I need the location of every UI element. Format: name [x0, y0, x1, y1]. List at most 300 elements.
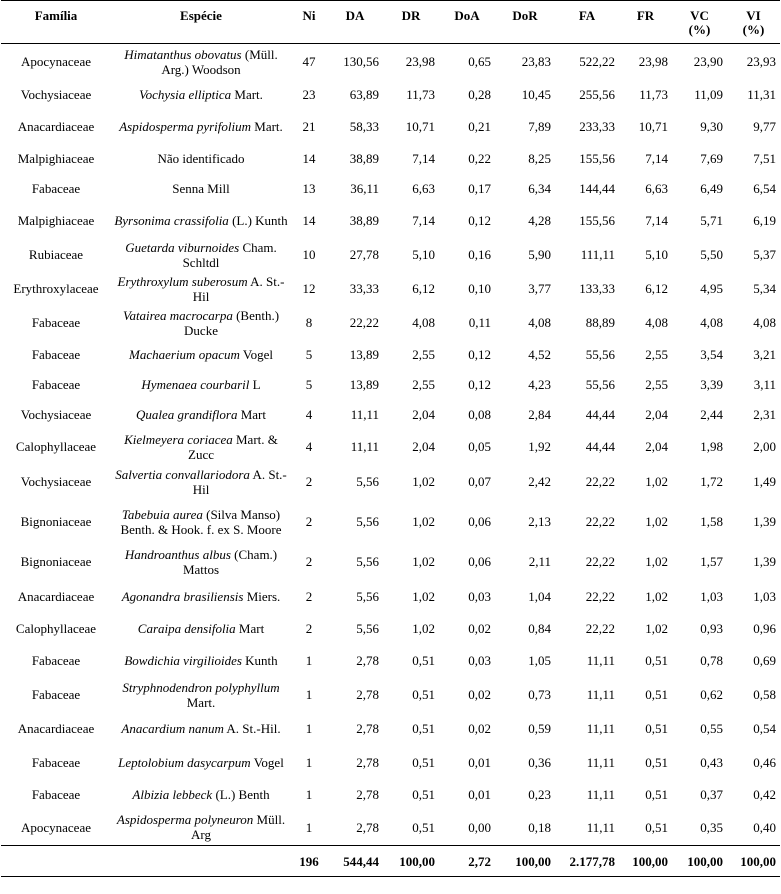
header-especie: Espécie [111, 1, 291, 44]
species-authority: (Müll. Arg.) Woodson [161, 46, 278, 77]
species-name-italic: Bowdichia virgilioides [124, 653, 242, 668]
fa-cell: 88,89 [585, 315, 615, 330]
fr-cell: 0,51 [645, 755, 668, 770]
species-cell [111, 644, 291, 678]
species-authority: Vogel [239, 347, 273, 362]
familia-cell: Fabaceae [31, 687, 81, 702]
table-row [1, 80, 780, 110]
fr-cell: 4,08 [645, 315, 668, 330]
vc-cell: 23,90 [693, 54, 723, 70]
dor-cell: 4,23 [528, 377, 551, 392]
species-authority: (Silva Manso) Benth. & Hook. f. ex S. Moore [120, 506, 282, 537]
ni-cell: 1 [305, 721, 313, 736]
table-row [1, 110, 780, 144]
species-name-italic: Vatairea macrocarpa [122, 307, 233, 323]
total-dr: 100,00 [383, 846, 439, 877]
species-name-italic: Byrsonima crassifolia [114, 213, 229, 228]
header-vi [727, 1, 780, 44]
dor-cell: 0,18 [528, 819, 551, 835]
total-familia-cell [1, 846, 111, 877]
total-da: 544,44 [327, 846, 383, 877]
table-row [1, 678, 780, 712]
familia-cell: Bignoniaceae [20, 514, 92, 529]
doa-cell: 0,02 [468, 687, 491, 702]
species-name-italic: Hymenaea courbaril [141, 377, 250, 392]
vi-cell: 11,31 [747, 87, 776, 102]
species-authority: L [249, 377, 261, 392]
species-authority: A. St.-Hil [192, 273, 285, 304]
da-cell: 38,89 [349, 151, 379, 166]
ni-cell: 2 [305, 621, 313, 636]
fr-cell: 1,02 [645, 474, 668, 489]
vi-cell: 0,42 [753, 787, 776, 802]
fr-cell: 0,51 [645, 819, 668, 835]
species-cell [111, 340, 291, 370]
fa-cell: 22,22 [585, 474, 615, 489]
vc-cell: 4,95 [700, 281, 723, 296]
vc-cell: 3,54 [700, 347, 723, 362]
ni-cell: 5 [305, 377, 313, 392]
familia-cell: Calophyllaceae [15, 439, 97, 454]
header-row [1, 1, 780, 44]
fa-cell: 22,22 [585, 589, 615, 604]
species-authority: (L.) Kunth [228, 213, 288, 228]
dor-cell: 1,92 [528, 439, 551, 454]
vc-cell: 0,62 [700, 687, 723, 702]
vi-cell: 2,31 [753, 407, 776, 422]
da-cell: 5,56 [356, 474, 379, 489]
familia-cell: Vochysiaceae [20, 87, 92, 102]
ni-cell: 1 [305, 787, 313, 802]
dor-cell: 4,28 [528, 213, 551, 228]
ni-cell: 4 [305, 407, 313, 422]
species-name-italic: Vochysia elliptica [139, 87, 232, 102]
fr-cell: 7,14 [645, 151, 668, 166]
fa-cell: 22,22 [585, 554, 615, 569]
species-cell [111, 238, 291, 272]
table-row [1, 340, 780, 370]
ni-cell: 10 [302, 247, 316, 262]
dr-cell: 1,02 [412, 514, 435, 529]
species-name-italic: Qualea grandiflora [135, 407, 238, 422]
species-name-italic: Tabebuia aurea [121, 506, 203, 522]
da-cell: 130,56 [343, 54, 379, 70]
fa-cell: 11,11 [586, 687, 615, 702]
species-name-italic: Aspidosperma polyneuron [116, 812, 254, 828]
dor-cell: 4,08 [528, 315, 551, 330]
doa-cell: 0,01 [468, 787, 491, 802]
ni-cell: 23 [302, 87, 316, 102]
total-vi: 100,00 [727, 846, 780, 877]
species-authority: Mart [235, 621, 265, 636]
fa-cell: 11,11 [586, 721, 615, 736]
fa-cell: 11,11 [586, 653, 615, 668]
fa-cell: 55,56 [585, 347, 615, 362]
table-row [1, 500, 780, 544]
doa-cell: 0,11 [468, 315, 491, 330]
species-authority: Mart. [251, 119, 283, 134]
fa-cell: 44,44 [585, 407, 615, 422]
header-ni: Ni [291, 1, 327, 44]
doa-cell: 0,21 [468, 119, 491, 134]
dr-cell: 4,08 [412, 315, 435, 330]
da-cell: 38,89 [349, 213, 379, 228]
ni-cell: 1 [305, 687, 313, 702]
vc-cell: 5,71 [700, 213, 723, 228]
fr-cell: 0,51 [645, 653, 668, 668]
vc-cell: 0,93 [700, 621, 723, 636]
species-cell [111, 614, 291, 644]
vc-cell: 1,58 [700, 514, 723, 529]
fr-cell: 10,71 [638, 119, 668, 134]
da-cell: 13,89 [349, 377, 379, 392]
species-name-italic: Machaerium opacum [129, 347, 240, 362]
vc-cell: 7,69 [700, 151, 723, 166]
dor-cell: 0,59 [528, 721, 551, 736]
doa-cell: 0,06 [468, 514, 491, 529]
da-cell: 2,78 [356, 787, 379, 802]
da-cell: 5,56 [356, 514, 379, 529]
ni-cell: 14 [302, 213, 316, 228]
familia-cell: Bignoniaceae [20, 554, 92, 569]
dor-cell: 3,77 [528, 281, 551, 296]
fr-cell: 11,73 [639, 87, 668, 102]
header-dr: DR [383, 1, 439, 44]
vi-cell: 5,37 [753, 247, 776, 262]
table-row [1, 400, 780, 430]
vi-cell: 5,34 [753, 281, 776, 296]
species-cell [111, 306, 291, 340]
header-fa: FA [555, 1, 619, 44]
familia-cell: Rubiaceae [28, 247, 84, 262]
doa-cell: 0,12 [468, 347, 491, 362]
doa-cell: 0,03 [468, 589, 491, 604]
dr-cell: 7,14 [412, 213, 435, 228]
doa-cell: 0,16 [468, 247, 491, 262]
dr-cell: 6,12 [412, 281, 435, 296]
dr-cell: 2,55 [412, 347, 435, 362]
table-row [1, 370, 780, 400]
species-authority: Mart. [231, 87, 263, 102]
species-name-italic: Himatanthus obovatus [124, 46, 242, 62]
table-row [1, 712, 780, 746]
fr-cell: 5,10 [645, 247, 668, 262]
species-cell [111, 174, 291, 204]
species-authority: Müll. Arg [191, 812, 286, 843]
vi-cell: 1,39 [753, 554, 776, 569]
doa-cell: 0,02 [468, 621, 491, 636]
doa-cell: 0,12 [468, 377, 491, 392]
familia-cell: Apocynaceae [20, 819, 91, 835]
dr-cell: 2,55 [412, 377, 435, 392]
dor-cell: 23,83 [521, 54, 551, 70]
dr-cell: 1,02 [412, 474, 435, 489]
species-authority: A. St.-Hil. [223, 721, 281, 736]
species-authority: Vogel [250, 755, 284, 770]
familia-cell: Fabaceae [31, 653, 81, 668]
dor-cell: 10,45 [521, 87, 551, 102]
doa-cell: 0,10 [468, 281, 491, 296]
familia-cell: Fabaceae [31, 181, 81, 196]
table-body [1, 44, 780, 846]
ni-cell: 14 [302, 151, 316, 166]
ni-cell: 1 [305, 653, 313, 668]
da-cell: 36,11 [350, 181, 379, 196]
vi-cell: 0,54 [753, 721, 776, 736]
table-row [1, 746, 780, 780]
dr-cell: 5,10 [412, 247, 435, 262]
da-cell: 58,33 [349, 119, 379, 134]
total-row [1, 846, 780, 877]
dor-cell: 2,84 [528, 407, 551, 422]
dr-cell: 7,14 [412, 151, 435, 166]
doa-cell: 0,05 [468, 439, 491, 454]
da-cell: 5,56 [356, 621, 379, 636]
fa-cell: 11,11 [586, 819, 615, 835]
doa-cell: 0,01 [468, 755, 491, 770]
doa-cell: 0,65 [468, 54, 491, 70]
familia-cell: Anacardiaceae [17, 721, 95, 736]
vi-cell: 6,54 [753, 181, 776, 196]
vc-cell: 11,09 [694, 87, 723, 102]
vi-cell: 4,08 [753, 315, 776, 330]
vi-cell: 6,19 [753, 213, 776, 228]
dor-cell: 0,73 [528, 687, 551, 702]
fa-cell: 233,33 [579, 119, 615, 134]
species-cell [111, 370, 291, 400]
doa-cell: 0,00 [468, 819, 491, 835]
dor-cell: 6,34 [528, 181, 551, 196]
ni-cell: 2 [305, 474, 313, 489]
vc-cell: 0,78 [700, 653, 723, 668]
total-fa: 2.177,78 [555, 846, 619, 877]
total-especie-cell [111, 846, 291, 877]
ni-cell: 47 [302, 54, 316, 70]
vc-cell: 0,37 [700, 787, 723, 802]
header-vc-unit: (%) [688, 22, 711, 37]
species-authority: Mart [237, 407, 266, 422]
da-cell: 2,78 [356, 721, 379, 736]
dor-cell: 4,52 [528, 347, 551, 362]
species-authority: A. St.-Hil [192, 466, 287, 497]
species-name-italic: Salvertia convallariodora [115, 466, 250, 482]
fr-cell: 2,55 [645, 347, 668, 362]
da-cell: 27,78 [349, 247, 379, 262]
total-ni: 196 [291, 846, 327, 877]
vc-cell: 0,55 [700, 721, 723, 736]
fa-cell: 155,56 [579, 151, 615, 166]
species-authority: Não identificado [157, 151, 245, 166]
dor-cell: 2,13 [528, 514, 551, 529]
species-cell [111, 810, 291, 846]
fr-cell: 0,51 [645, 787, 668, 802]
species-authority: Cham. Schltdl [182, 239, 277, 270]
total-doa: 2,72 [439, 846, 495, 877]
doa-cell: 0,12 [468, 213, 491, 228]
familia-cell: Fabaceae [31, 755, 81, 770]
ni-cell: 2 [305, 589, 313, 604]
species-cell [111, 464, 291, 500]
dr-cell: 0,51 [412, 721, 435, 736]
species-name-italic: Kielmeyera coriacea [124, 431, 233, 447]
species-cell [111, 780, 291, 810]
species-cell [111, 110, 291, 144]
dr-cell: 1,02 [412, 589, 435, 604]
species-cell [111, 272, 291, 306]
fa-cell: 11,11 [586, 755, 615, 770]
dr-cell: 0,51 [412, 653, 435, 668]
header-vi-label: VI [746, 8, 761, 23]
species-authority: Mart. [186, 694, 216, 710]
table-row [1, 644, 780, 678]
familia-cell: Apocynaceae [20, 54, 91, 70]
species-cell [111, 430, 291, 464]
fr-cell: 1,02 [645, 621, 668, 636]
da-cell: 63,89 [349, 87, 379, 102]
species-name-italic: Stryphnodendron polyphyllum [122, 679, 280, 695]
total-fr: 100,00 [619, 846, 672, 877]
fr-cell: 2,55 [645, 377, 668, 392]
vi-cell: 0,96 [753, 621, 776, 636]
total-dor: 100,00 [495, 846, 555, 877]
dr-cell: 11,73 [406, 87, 435, 102]
doa-cell: 0,06 [468, 554, 491, 569]
vi-cell: 1,03 [753, 589, 776, 604]
vc-cell: 1,98 [700, 439, 723, 454]
fa-cell: 44,44 [585, 439, 615, 454]
da-cell: 13,89 [349, 347, 379, 362]
fr-cell: 23,98 [638, 54, 668, 70]
header-vc-label: VC [690, 8, 709, 23]
doa-cell: 0,22 [468, 151, 491, 166]
species-name-italic: Aspidosperma pyrifolium [119, 119, 252, 134]
fa-cell: 522,22 [579, 54, 615, 70]
vi-cell: 2,00 [753, 439, 776, 454]
ni-cell: 21 [302, 119, 316, 134]
familia-cell: Malpighiaceae [17, 151, 95, 166]
species-authority: (Benth.) Ducke [184, 307, 280, 338]
vc-cell: 4,08 [700, 315, 723, 330]
header-da: DA [327, 1, 383, 44]
species-cell [111, 80, 291, 110]
dr-cell: 0,51 [412, 787, 435, 802]
fr-cell: 1,02 [645, 514, 668, 529]
dr-cell: 0,51 [412, 755, 435, 770]
familia-cell: Vochysiaceae [20, 407, 92, 422]
dor-cell: 5,90 [528, 247, 551, 262]
doa-cell: 0,08 [468, 407, 491, 422]
da-cell: 2,78 [356, 755, 379, 770]
ni-cell: 1 [305, 819, 313, 835]
fa-cell: 144,44 [579, 181, 615, 196]
header-dor: DoR [495, 1, 555, 44]
species-authority: (Cham.) Mattos [182, 546, 278, 577]
total-vc: 100,00 [672, 846, 727, 877]
table-row [1, 810, 780, 846]
doa-cell: 0,28 [468, 87, 491, 102]
dor-cell: 2,11 [528, 554, 551, 569]
dr-cell: 1,02 [412, 554, 435, 569]
fr-cell: 2,04 [645, 439, 668, 454]
species-cell [111, 400, 291, 430]
doa-cell: 0,02 [468, 721, 491, 736]
species-authority: Miers. [243, 589, 281, 604]
species-name-italic: Erythroxylum suberosum [117, 273, 248, 289]
species-authority: Mart. & Zucc [188, 431, 278, 462]
familia-cell: Fabaceae [31, 347, 81, 362]
fr-cell: 6,12 [645, 281, 668, 296]
da-cell: 2,78 [356, 653, 379, 668]
vi-cell: 1,39 [753, 514, 776, 529]
dor-cell: 0,23 [528, 787, 551, 802]
familia-cell: Calophyllaceae [15, 621, 97, 636]
familia-cell: Vochysiaceae [20, 474, 92, 489]
species-cell [111, 204, 291, 238]
dor-cell: 8,25 [528, 151, 551, 166]
ni-cell: 4 [305, 439, 313, 454]
ni-cell: 2 [305, 514, 313, 529]
dor-cell: 0,36 [528, 755, 551, 770]
table-row [1, 430, 780, 464]
dor-cell: 0,84 [528, 621, 551, 636]
dr-cell: 0,51 [412, 819, 435, 835]
dor-cell: 2,42 [528, 474, 551, 489]
dor-cell: 7,89 [528, 119, 551, 134]
familia-cell: Fabaceae [31, 315, 81, 330]
fa-cell: 22,22 [585, 514, 615, 529]
vi-cell: 0,69 [753, 653, 776, 668]
ni-cell: 8 [305, 315, 313, 330]
ni-cell: 12 [302, 281, 316, 296]
fr-cell: 1,02 [645, 589, 668, 604]
vi-cell: 0,46 [753, 755, 776, 770]
fr-cell: 0,51 [645, 721, 668, 736]
fa-cell: 155,56 [579, 213, 615, 228]
species-cell [111, 44, 291, 80]
species-name-italic: Handroanthus albus [124, 546, 231, 562]
species-cell [111, 580, 291, 614]
da-cell: 5,56 [356, 589, 379, 604]
species-name-italic: Albizia lebbeck [132, 787, 213, 802]
fr-cell: 6,63 [645, 181, 668, 196]
familia-cell: Anacardiaceae [17, 589, 95, 604]
table-row [1, 580, 780, 614]
fa-cell: 22,22 [585, 621, 615, 636]
species-cell [111, 144, 291, 174]
header-vc [672, 1, 727, 44]
fr-cell: 0,51 [645, 687, 668, 702]
da-cell: 11,11 [350, 439, 379, 454]
familia-cell: Anacardiaceae [17, 119, 95, 134]
dr-cell: 10,71 [405, 119, 435, 134]
fa-cell: 255,56 [579, 87, 615, 102]
vc-cell: 9,30 [700, 119, 723, 134]
doa-cell: 0,17 [468, 181, 491, 196]
species-cell [111, 712, 291, 746]
fr-cell: 1,02 [645, 554, 668, 569]
familia-cell: Erythroxylaceae [13, 281, 99, 296]
header-familia: Família [1, 1, 111, 44]
dr-cell: 6,63 [412, 181, 435, 196]
vc-cell: 5,50 [700, 247, 723, 262]
da-cell: 33,33 [349, 281, 379, 296]
vc-cell: 1,72 [700, 474, 723, 489]
species-authority: Senna Mill [172, 181, 230, 196]
da-cell: 22,22 [349, 315, 379, 330]
header-fr: FR [619, 1, 672, 44]
doa-cell: 0,07 [468, 474, 491, 489]
species-name-italic: Agonandra brasiliensis [121, 589, 244, 604]
